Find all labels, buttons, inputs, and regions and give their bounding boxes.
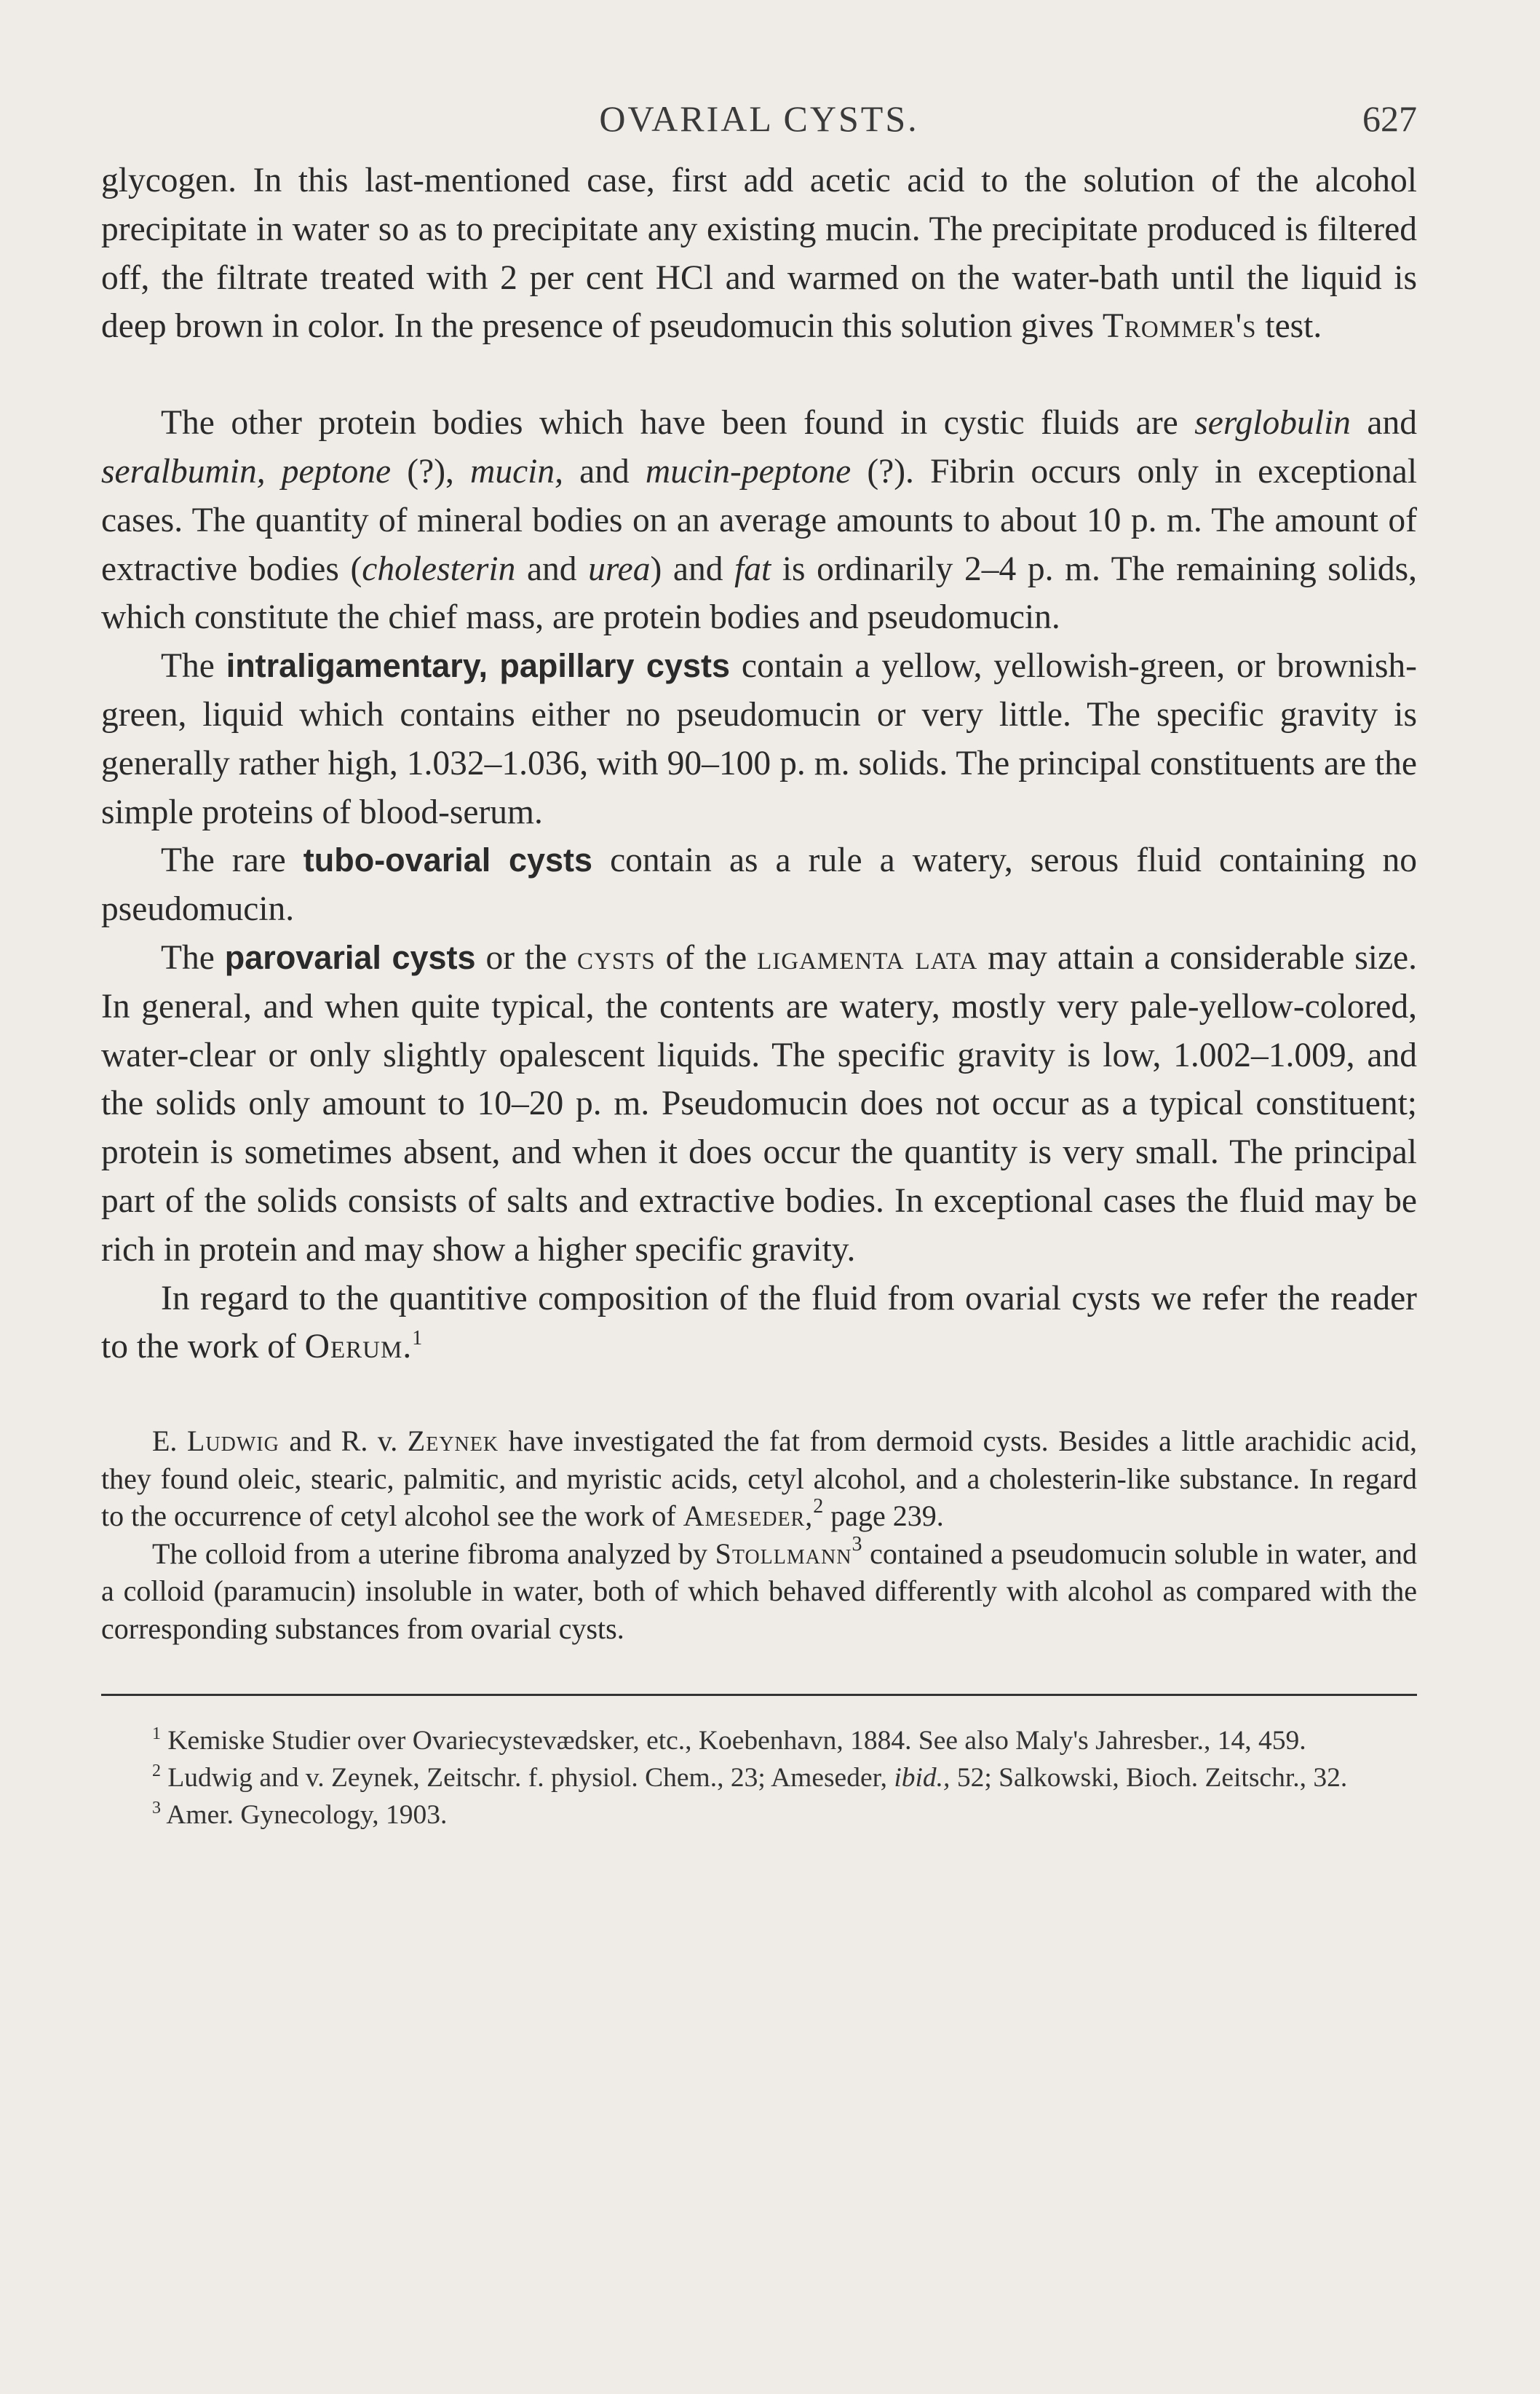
running-head (101, 87, 1417, 156)
footnote-1: $^1$ Kemiske Studier over Ovariecystevædsker, etc., Koebenhavn, 1884. See also Maly's Jahresber., 14, 459. (152, 1724, 1306, 1756)
footnotes (101, 1722, 1417, 1834)
author-name: Oerum. (304, 1328, 413, 1366)
paragraph-protein-bodies: The other protein bodies which have been found in cystic fluids are serglobulin and seralbumin, peptone (?), mucin, and mucin-peptone (?). Fibrin occurs only in exceptional cases. The quantity of mineral bodies on an average amounts to about 10 p. m. The amount of extractive bodies (cholesterin and urea) and fat is ordinarily 2–4 p. m. The remaining solids, which constitute the chief mass, are protein bodies and pseudomucin. (101, 404, 1418, 637)
running-title: OVARIAL CYSTS. (599, 98, 919, 139)
footnote-ref[interactable]: 3 (852, 1532, 862, 1555)
paragraph-intraligamentary: The intraligamentary, papillary cysts contain a yellow, yellowish-green, or brownish-green, liquid which contains either no pseudomucin or very little. The specific gravity is generally rather high, 1.032–1.036, with 90–100 p. m. solids. The principal constituents are the simple proteins of blood-serum. (101, 647, 1418, 831)
author-name: Trommer's (1102, 307, 1257, 346)
footnote-ref[interactable]: 1 (412, 1327, 423, 1350)
footnote-divider (101, 1694, 1417, 1696)
footnote-3: $^3$ Amer. Gynecology, 1903. (152, 1799, 448, 1831)
small-print-dermoid: E. Ludwig and R. v. Zeynek have investigated the fat from dermoid cysts. Besides a little arachidic acid, they found oleic, stearic, palmitic, and myristic acids, cetyl alcohol, and a cholesterin-like substance. In regard to the occurrence of cetyl alcohol see the work of Ameseder,$^2$ page 239. (101, 1424, 1418, 1533)
book-page (101, 87, 1417, 1834)
paragraph-parovarial: The parovarial cysts or the cysts of the ligamenta lata may attain a considerable size. In general, and when quite typical, the contents are watery, mostly very pale-yellow-colored, water-clear or only slightly opalescent liquids. The specific gravity is low, 1.002–1.009, and the solids only amount to 10–20 p. m. Pseudomucin does not occur as a typical constituent; protein is sometimes absent, and when it does occur the quantity is very small. The principal part of the solids consists of salts and extractive bodies. In exceptional cases the fluid may be rich in protein and may show a higher specific gravity. (101, 938, 1417, 1269)
paragraph-tubo-ovarial: The rare tubo-ovarial cysts contain as a rule a watery, serous fluid containing no pseudomucin. (101, 841, 1417, 929)
small-print-section (101, 1422, 1417, 1647)
term-heading: intraligamentary, papillary cysts (226, 647, 731, 685)
paragraph-quantitive-composition: In regard to the quantitive composition of the fluid from ovarial cysts we refer the reader to the work of Oerum.$^1$ (101, 1279, 1417, 1366)
term-heading: tubo-ovarial cysts (303, 841, 593, 879)
small-print-colloid: The colloid from a uterine fibroma analyzed by Stollmann$^3$ contained a pseudomucin soluble in water, and a colloid (paramucin) insoluble in water, both of which behaved differently with alcohol as compared with the corresponding substances from ovarial cysts. (101, 1532, 1417, 1645)
page-number: 627 (1362, 98, 1417, 139)
footnote-ref[interactable]: 2 (813, 1495, 824, 1518)
footnote-2: $^2$ Ludwig and v. Zeynek, Zeitschr. f. physiol. Chem., 23; Ameseder, ibid., 52; Salkowski, Bioch. Zeitschr., 32. (152, 1761, 1348, 1793)
term-heading: parovarial cysts (224, 938, 476, 976)
body-text (101, 156, 1417, 1371)
paragraph-glycogen-test: glycogen. In this last-mentioned case, first add acetic acid to the solution of the alcohol precipitate in water so as to precipitate any existing mucin. The precipitate produced is filtered off, the filtrate treated with 2 per cent HCl and warmed on the water-bath until the liquid is deep brown in color. In the presence of pseudomucin this solution gives Trommer's test. (101, 162, 1417, 346)
